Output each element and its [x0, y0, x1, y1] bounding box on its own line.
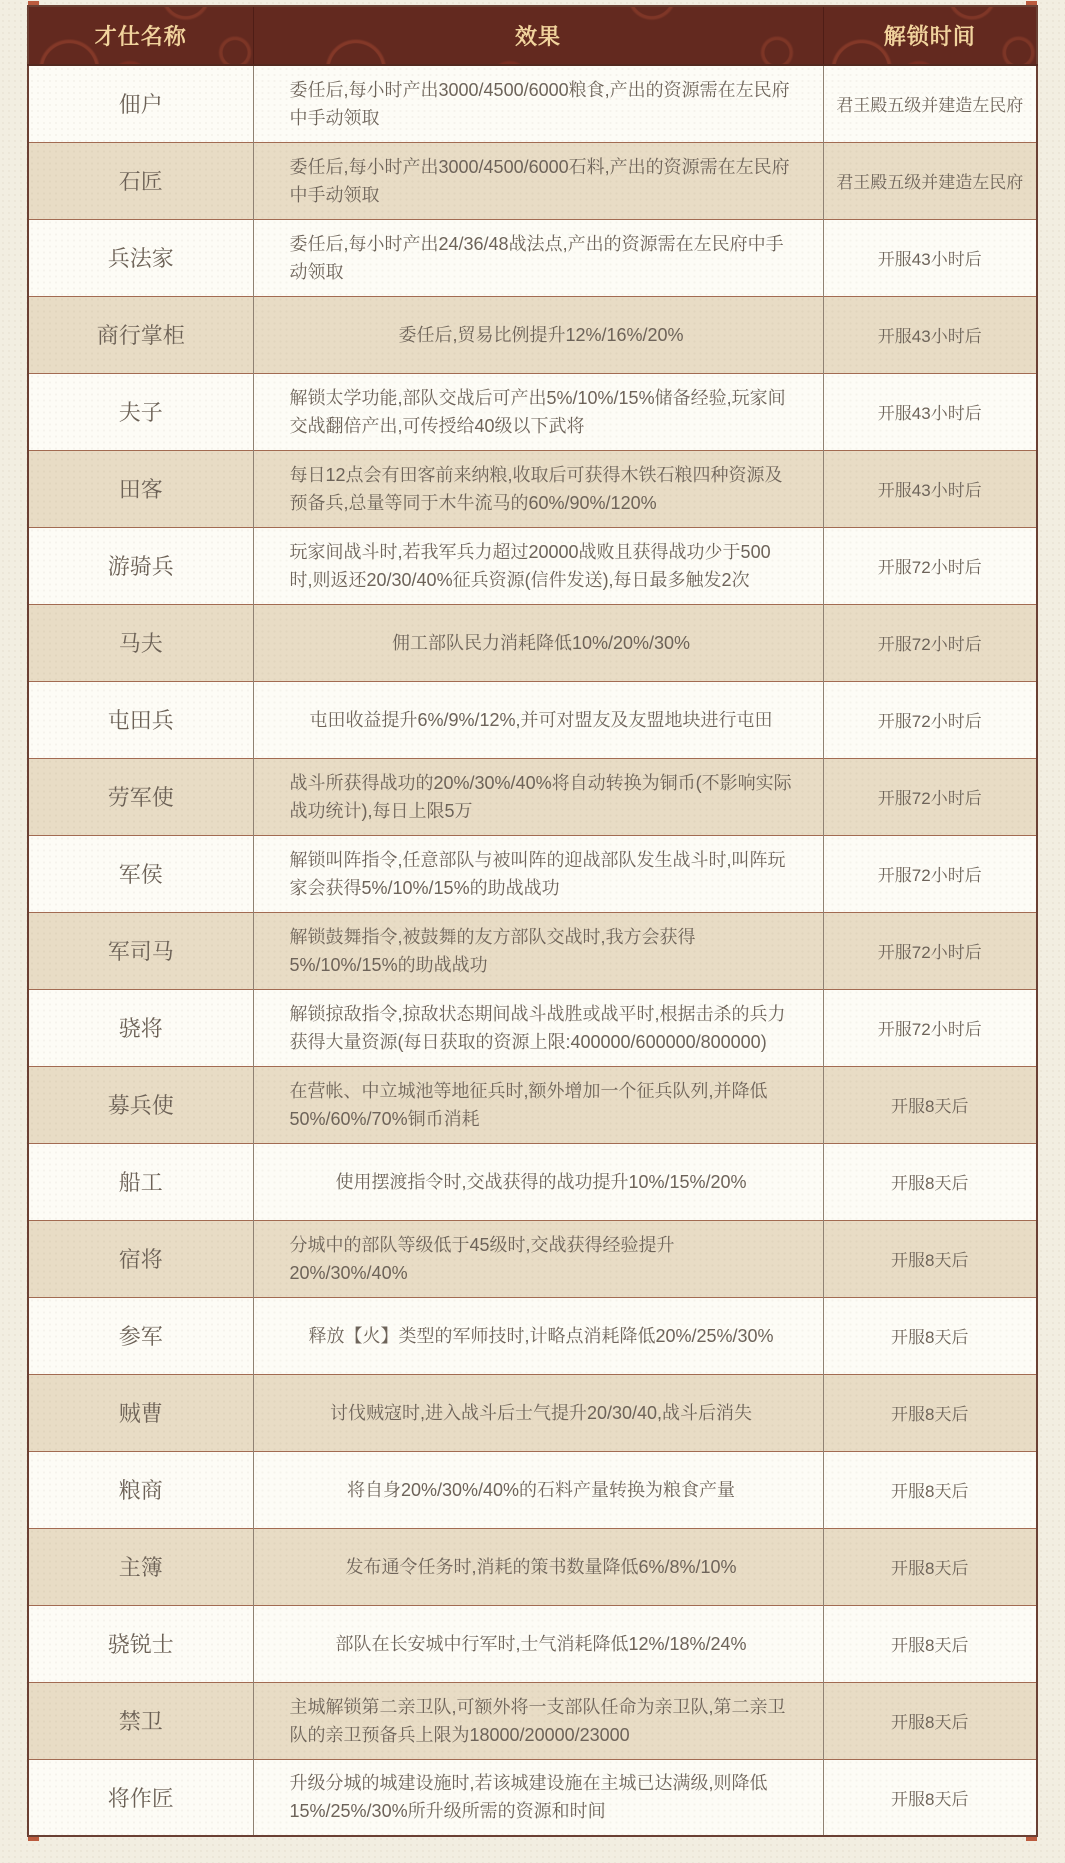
table-row: [28, 989, 1037, 1066]
talent-unlock-cell: 开服8天后: [823, 1451, 1037, 1528]
talent-unlock-cell: 开服72小时后: [823, 527, 1037, 604]
talent-effect-text: 屯田收益提升6%/9%/12%,并可对盟友及友盟地块进行屯田: [309, 709, 773, 730]
talent-name-cell: 屯田兵: [28, 681, 253, 758]
talent-table-container: [27, 5, 1038, 1837]
talent-effect-text: 分城中的部队等级低于45级时,交战获得经验提升20%/30%/40%: [289, 1234, 675, 1283]
talent-unlock-cell: 开服72小时后: [823, 989, 1037, 1066]
talent-effect-cell: [253, 450, 823, 527]
talent-name-cell: 马夫: [28, 604, 253, 681]
table-row: [28, 912, 1037, 989]
talent-name-cell: 骁将: [28, 989, 253, 1066]
talent-name-cell: 船工: [28, 1143, 253, 1220]
talent-effect-text: 佣工部队民力消耗降低10%/20%/30%: [391, 632, 691, 653]
talent-name-cell: 军侯: [28, 835, 253, 912]
talent-effect-cell: [253, 989, 823, 1066]
table-row: [28, 681, 1037, 758]
header-cell-unlock: 解锁时间: [823, 6, 1037, 65]
table-row: [28, 142, 1037, 219]
talent-effect-cell: [253, 1297, 823, 1374]
talent-unlock-cell: 开服8天后: [823, 1759, 1037, 1836]
talent-effect-text: 使用摆渡指令时,交战获得的战功提升10%/15%/20%: [335, 1171, 747, 1192]
talent-effect-cell: [253, 1605, 823, 1682]
talent-name-cell: 将作匠: [28, 1759, 253, 1836]
talent-name-cell: 骁锐士: [28, 1605, 253, 1682]
talent-effect-text: 讨伐贼寇时,进入战斗后士气提升20/30/40,战斗后消失: [329, 1402, 753, 1423]
talent-unlock-cell: 开服8天后: [823, 1528, 1037, 1605]
table-row: [28, 1374, 1037, 1451]
table-row: [28, 1605, 1037, 1682]
talent-unlock-cell: 开服43小时后: [823, 219, 1037, 296]
table-row: [28, 1759, 1037, 1836]
talent-name-cell: 贼曹: [28, 1374, 253, 1451]
talent-effect-text: 发布通令任务时,消耗的策书数量降低6%/8%/10%: [345, 1556, 737, 1577]
talent-name-cell: 参军: [28, 1297, 253, 1374]
talent-effect-text: 玩家间战斗时,若我军兵力超过20000战败且获得战功少于500时,则返还20/30/40%征兵资源(信件发送),每日最多触发2次: [289, 541, 771, 590]
table-row: [28, 1143, 1037, 1220]
talent-unlock-cell: 开服8天后: [823, 1066, 1037, 1143]
talent-name-cell: 石匠: [28, 142, 253, 219]
talent-effect-cell: [253, 758, 823, 835]
talent-unlock-cell: 开服43小时后: [823, 373, 1037, 450]
talent-unlock-cell: 开服8天后: [823, 1605, 1037, 1682]
talent-effect-cell: [253, 912, 823, 989]
talent-name-cell: 粮商: [28, 1451, 253, 1528]
table-row: [28, 1297, 1037, 1374]
talent-unlock-cell: 君王殿五级并建造左民府: [823, 142, 1037, 219]
talent-effect-cell: [253, 1066, 823, 1143]
table-row: [28, 1528, 1037, 1605]
talent-name-cell: 禁卫: [28, 1682, 253, 1759]
talent-name-cell: 田客: [28, 450, 253, 527]
talent-effect-cell: [253, 527, 823, 604]
talent-effect-cell: [253, 1451, 823, 1528]
talent-effect-text: 释放【火】类型的军师技时,计略点消耗降低20%/25%/30%: [308, 1325, 774, 1346]
table-row: [28, 1066, 1037, 1143]
table-row: [28, 527, 1037, 604]
talent-unlock-cell: 开服8天后: [823, 1297, 1037, 1374]
table-row: [28, 1451, 1037, 1528]
talent-unlock-cell: 开服72小时后: [823, 604, 1037, 681]
talent-effect-cell: [253, 835, 823, 912]
talent-effect-cell: [253, 1682, 823, 1759]
talent-unlock-cell: 君王殿五级并建造左民府: [823, 65, 1037, 142]
table-row: [28, 835, 1037, 912]
table-row: [28, 373, 1037, 450]
talent-effect-text: 部队在长安城中行军时,士气消耗降低12%/18%/24%: [335, 1633, 747, 1654]
talent-unlock-cell: 开服72小时后: [823, 835, 1037, 912]
talent-unlock-cell: 开服72小时后: [823, 912, 1037, 989]
talent-name-cell: 军司马: [28, 912, 253, 989]
table-header: [28, 6, 1037, 65]
talent-effect-cell: [253, 1528, 823, 1605]
talent-effect-text: 每日12点会有田客前来纳粮,收取后可获得木铁石粮四种资源及预备兵,总量等同于木牛流马的60%/90%/120%: [289, 464, 783, 513]
talent-effect-cell: [253, 296, 823, 373]
talent-unlock-cell: 开服43小时后: [823, 296, 1037, 373]
talent-effect-text: 解锁太学功能,部队交战后可产出5%/10%/15%储备经验,玩家间交战翻倍产出,可传授给40级以下武将: [289, 387, 786, 436]
talent-effect-text: 委任后,每小时产出3000/4500/6000石料,产出的资源需在左民府中手动领取: [289, 156, 790, 205]
header-row: [28, 6, 1037, 65]
talent-unlock-cell: 开服72小时后: [823, 758, 1037, 835]
talent-effect-text: 解锁鼓舞指令,被鼓舞的友方部队交战时,我方会获得5%/10%/15%的助战战功: [289, 926, 696, 975]
table-row: [28, 296, 1037, 373]
table-row: [28, 1682, 1037, 1759]
header-cell-name: 才仕名称: [28, 6, 253, 65]
table-row: [28, 758, 1037, 835]
talent-effect-text: 委任后,贸易比例提升12%/16%/20%: [398, 324, 684, 345]
talent-effect-text: 将自身20%/30%/40%的石料产量转换为粮食产量: [346, 1479, 736, 1500]
talent-effect-cell: [253, 219, 823, 296]
talent-name-cell: 兵法家: [28, 219, 253, 296]
talent-effect-text: 委任后,每小时产出3000/4500/6000粮食,产出的资源需在左民府中手动领取: [289, 79, 790, 128]
talent-unlock-cell: 开服8天后: [823, 1682, 1037, 1759]
table-row: [28, 604, 1037, 681]
talent-name-cell: 游骑兵: [28, 527, 253, 604]
talent-effect-cell: [253, 1759, 823, 1836]
talent-name-cell: 主簿: [28, 1528, 253, 1605]
talent-effect-text: 升级分城的城建设施时,若该城建设施在主城已达满级,则降低15%/25%/30%所升级所需的资源和时间: [289, 1773, 768, 1822]
talent-unlock-cell: 开服8天后: [823, 1143, 1037, 1220]
table-row: [28, 450, 1037, 527]
talent-unlock-cell: 开服8天后: [823, 1374, 1037, 1451]
table-body: [28, 65, 1037, 1836]
header-cell-effect: 效果: [253, 6, 823, 65]
talent-effect-cell: [253, 1374, 823, 1451]
talent-effect-cell: [253, 1220, 823, 1297]
talent-unlock-cell: 开服8天后: [823, 1220, 1037, 1297]
talent-name-cell: 佃户: [28, 65, 253, 142]
talent-effect-cell: [253, 604, 823, 681]
talent-name-cell: 宿将: [28, 1220, 253, 1297]
talent-effect-text: 主城解锁第二亲卫队,可额外将一支部队任命为亲卫队,第二亲卫队的亲卫预备兵上限为18000/20000/23000: [289, 1696, 786, 1745]
talent-effect-text: 委任后,每小时产出24/36/48战法点,产出的资源需在左民府中手动领取: [289, 233, 784, 282]
table-row: [28, 1220, 1037, 1297]
talent-effect-cell: [253, 65, 823, 142]
talent-effect-text: 战斗所获得战功的20%/30%/40%将自动转换为铜币(不影响实际战功统计),每日上限5万: [289, 772, 792, 821]
talent-effect-cell: [253, 681, 823, 758]
table-row: [28, 219, 1037, 296]
table-row: [28, 65, 1037, 142]
talent-name-cell: 夫子: [28, 373, 253, 450]
talent-effect-text: 解锁掠敌指令,掠敌状态期间战斗战胜或战平时,根据击杀的兵力获得大量资源(每日获取的资源上限:400000/600000/800000): [289, 1003, 786, 1052]
talent-unlock-cell: 开服43小时后: [823, 450, 1037, 527]
talent-effect-cell: [253, 1143, 823, 1220]
talent-unlock-cell: 开服72小时后: [823, 681, 1037, 758]
talent-name-cell: 劳军使: [28, 758, 253, 835]
talent-effect-text: 解锁叫阵指令,任意部队与被叫阵的迎战部队发生战斗时,叫阵玩家会获得5%/10%/15%的助战战功: [289, 849, 786, 898]
talent-name-cell: 募兵使: [28, 1066, 253, 1143]
talent-effect-cell: [253, 142, 823, 219]
talent-table: [27, 5, 1038, 1837]
talent-effect-text: 在营帐、中立城池等地征兵时,额外增加一个征兵队列,并降低50%/60%/70%铜币消耗: [289, 1080, 768, 1129]
talent-effect-cell: [253, 373, 823, 450]
talent-name-cell: 商行掌柜: [28, 296, 253, 373]
